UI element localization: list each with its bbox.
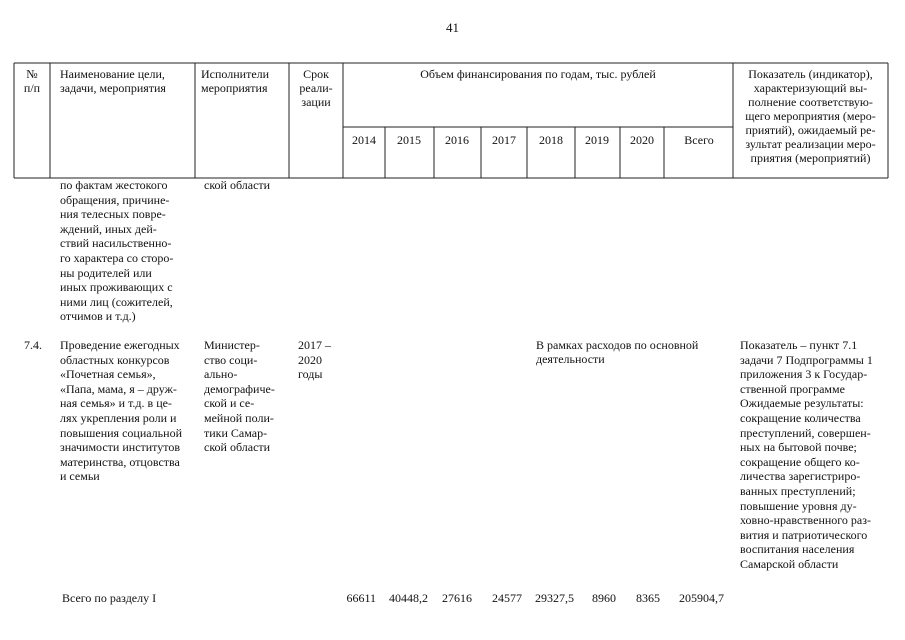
header-funding: Объем финансирования по годам, тыс. рублей [420,67,656,81]
total-2020: 8365 [636,591,660,605]
total-2016: 27616 [442,591,472,605]
header-name: Наименование цели, задачи, мероприятия [60,67,166,95]
year-2017: 2017 [492,133,516,147]
header-executors: Исполнители мероприятия [201,67,270,95]
page-number: 41 [446,20,459,35]
year-2018: 2018 [539,133,563,147]
total-2018: 29327,5 [535,591,574,605]
total-2015: 40448,2 [389,591,428,605]
year-2019: 2019 [585,133,609,147]
year-total: Всего [684,133,714,147]
row-7-4-name: Проведение ежегодных областных конкурсов «Почетная семья», «Папа, мама, я – друж- ная семья» и т.д. в це- лях укрепления роли и повышения социальной значимости институтов материнства, отцовства и семьи [60,338,182,484]
total-all: 205904,7 [679,591,724,605]
header-no: № п/п [23,67,41,95]
total-label: Всего по разделу I [62,591,157,605]
row-7-4-executor: Министер- ство соци- ально- демографиче- ской и се- мейной поли- тики Самар- ской области [204,338,275,455]
header-term: Срок реали- зации [299,67,333,109]
continued-row-name: по фактам жестокого обращения, причине- ния телесных повре- ждений, иных дей- ствий насильственно- го характера со сторо- ны родителей или иных проживающих с ними лиц (сожителей, отчимов и т.д.) [60,178,174,324]
year-2014: 2014 [352,133,376,147]
row-7-4-number: 7.4. [24,338,42,352]
year-2020: 2020 [630,133,654,147]
total-2019: 8960 [592,591,616,605]
row-7-4-funding-note: В рамках расходов по основной деятельности [536,338,699,366]
continued-row-executor: ской области [204,178,271,192]
row-7-4-term: 2017 – 2020 годы [298,338,331,382]
total-2017: 24577 [492,591,522,605]
year-2015: 2015 [397,133,421,147]
year-2016: 2016 [445,133,469,147]
total-2014: 66611 [346,591,376,605]
header-indicator: Показатель (индикатор), характеризующий вы- полнение соответствую- щего мероприятия (меро- приятий), ожидаемый ре- зультат реализации меро- приятия (мероприятий) [745,67,876,165]
row-7-4-indicator: Показатель – пункт 7.1 задачи 7 Подпрограммы 1 приложения 3 к Государ- ственной программе Ожидаемые результаты: сокращение количества преступлений, совершен- ных на бытовой почве; сокращение общего ко- личества зарегистриро- ванных преступлений; повышение уровня ду- ховно-нравственного раз- вития и патриотического воспитания населения Самарской области [740,338,873,571]
